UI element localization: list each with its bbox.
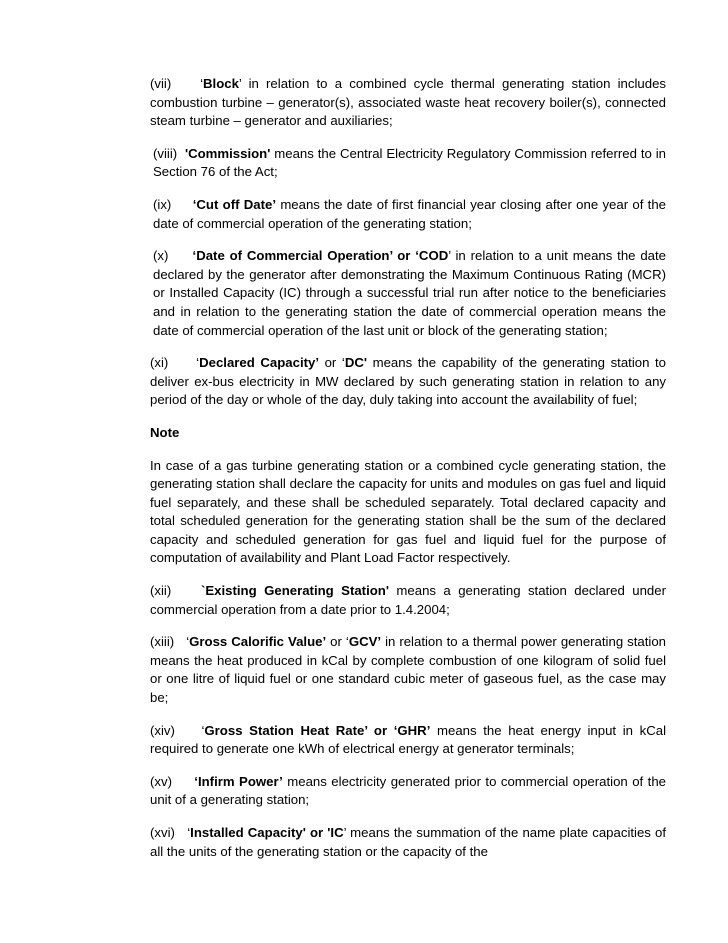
definition-viii	[150, 145, 666, 182]
connector-text: or ‘	[319, 355, 345, 371]
defined-term: ‘Infirm Power’	[194, 773, 283, 789]
definition-text: ’ means the summation of the name plate capacities of all the units of the generating station or the capacity of the	[150, 825, 666, 859]
defined-term: Block	[203, 76, 239, 91]
defined-term: ‘Cut off Date’	[192, 196, 277, 212]
definition-text: means the Central Electricity Regulatory Commission referred to in Section 76 of the Act;	[153, 145, 667, 180]
defined-term: `Existing Generating Station'	[200, 583, 389, 599]
open-quote: ‘	[200, 76, 203, 91]
definition-text: in relation to a thermal power generating station means the heat produced in kCal by complete combustion of one kilogram of solid fuel or one litre of liquid fuel or one standard cubic meter of gaseous fuel, as the case may be;	[150, 634, 667, 706]
definition-xiii	[150, 633, 666, 707]
open-quote: ‘	[201, 722, 205, 738]
clause-number: (ix)	[153, 196, 172, 212]
clause-number: (xiii)	[150, 634, 175, 650]
document-page	[150, 75, 666, 875]
defined-term: Gross Station Heat Rate’ or ‘GHR’	[204, 722, 431, 738]
defined-term: Declared Capacity’	[199, 355, 320, 371]
definition-vii	[150, 75, 666, 131]
definition-text: means electricity generated prior to commercial operation of the unit of a generating station;	[150, 773, 666, 808]
open-quote: ‘	[186, 634, 190, 650]
defined-term: Installed Capacity' or 'IC	[190, 825, 344, 840]
definition-xii	[150, 582, 666, 619]
close-quote: ’	[238, 76, 242, 91]
defined-term: 'Commission'	[184, 145, 271, 161]
connector-text: or ‘	[326, 634, 349, 650]
open-quote: ‘	[196, 355, 200, 371]
definition-text: means the heat energy input in kCal required to generate one kWh of electrical energy at generator terminals;	[150, 722, 667, 757]
note-heading: Note	[150, 424, 180, 440]
definition-text: in relation to a combined cycle thermal generating station includes combustion turbine – generator(s), associated waste heat recovery boiler(s), connected steam turbine – generator and auxiliaries;	[150, 76, 666, 129]
clause-number: (xiv)	[150, 722, 175, 738]
clause-number: (xi)	[150, 355, 169, 371]
defined-term-abbrev: GCV’	[348, 634, 382, 650]
note-text: In case of a gas turbine generating station or a combined cycle generating station, the generating station shall declare the capacity for units and modules on gas fuel and liquid fuel separately, and these shall be scheduled separately. Total declared capacity and total scheduled generation for the generating station shall be the sum of the declared capacity and scheduled generation for gas fuel and liquid fuel for the purpose of computation of availability and Plant Load Factor respectively.	[150, 457, 666, 566]
open-quote: ‘	[187, 825, 191, 840]
clause-number: (xvi)	[150, 825, 175, 840]
definition-text: means a generating station declared under commercial operation from a date prior to 1.4.2004;	[150, 583, 666, 617]
defined-term: Gross Calorific Value’	[189, 634, 327, 650]
defined-term-abbrev: DC'	[344, 355, 368, 371]
clause-number: (vii)	[150, 76, 172, 91]
clause-number: (xv)	[150, 773, 172, 789]
definition-ix	[150, 196, 666, 233]
definition-text: means the date of first financial year closing after one year of the date of commercial operation of the generating station;	[153, 196, 666, 231]
defined-term: ‘Date of Commercial Operation’ or ‘COD	[192, 248, 449, 264]
definition-xiv	[150, 722, 666, 759]
clause-number: (viii)	[153, 145, 178, 161]
definition-xv	[150, 773, 666, 810]
definition-text: ’ in relation to a unit means the date declared by the generator after demonstrating the Maximum Continuous Rating (MCR) or Installed Capacity (IC) through a successful trial run after notice to the beneficiaries and in relation to the generating station the date of commercial operation means the date of commercial operation of the last unit or block of the generating station;	[153, 248, 666, 338]
clause-number: (xii)	[150, 583, 172, 599]
definition-xi	[150, 354, 666, 410]
definition-x	[150, 247, 666, 340]
clause-number: (x)	[153, 248, 169, 264]
definition-xvi	[150, 824, 666, 861]
definition-text: means the capability of the generating station to deliver ex-bus electricity in MW declared by such generating station in relation to any period of the day or whole of the day, duly taking into account the availability of fuel;	[150, 355, 667, 408]
